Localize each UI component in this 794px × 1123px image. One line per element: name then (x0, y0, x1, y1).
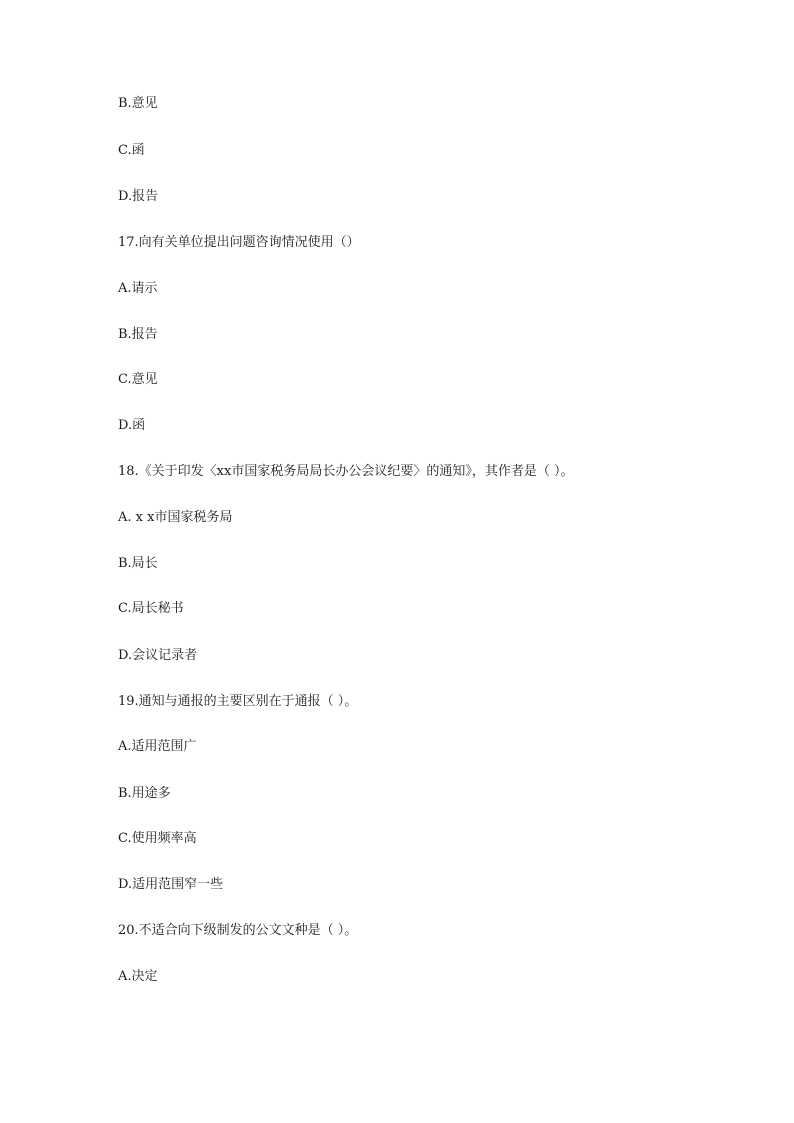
question-17: 17.向有关单位提出问题咨询情况使用（） (118, 235, 360, 250)
q17-option-a: A.请示 (118, 281, 158, 296)
q18-option-a: A. x x市国家税务局 (118, 510, 233, 525)
q16-option-d: D.报告 (118, 189, 159, 204)
q19-option-a: A.适用范围广 (118, 739, 197, 754)
q17-option-b: B.报告 (118, 327, 158, 342)
q17-option-c: C.意见 (118, 372, 158, 387)
q18-option-d: D.会议记录者 (118, 648, 198, 663)
question-18: 18.《关于印发〈xx市国家税务局局长办公会议纪要〉的通知》，其作者是（ ）。 (118, 464, 574, 479)
q20-option-a: A.决定 (118, 969, 158, 984)
q17-option-d: D.函 (118, 418, 146, 433)
q16-option-c: C.函 (118, 143, 145, 158)
question-19: 19.通知与通报的主要区别在于通报（ ）。 (118, 694, 358, 709)
q19-option-c: C.使用频率高 (118, 831, 197, 846)
q18-option-b: B.局长 (118, 556, 158, 571)
q16-option-b: B.意见 (118, 96, 158, 111)
q18-option-c: C.局长秘书 (118, 601, 184, 616)
q19-option-b: B.用途多 (118, 786, 171, 801)
q19-option-d: D.适用范围窄一些 (118, 877, 224, 892)
question-20: 20.不适合向下级制发的公文文种是（ ）。 (118, 923, 358, 938)
